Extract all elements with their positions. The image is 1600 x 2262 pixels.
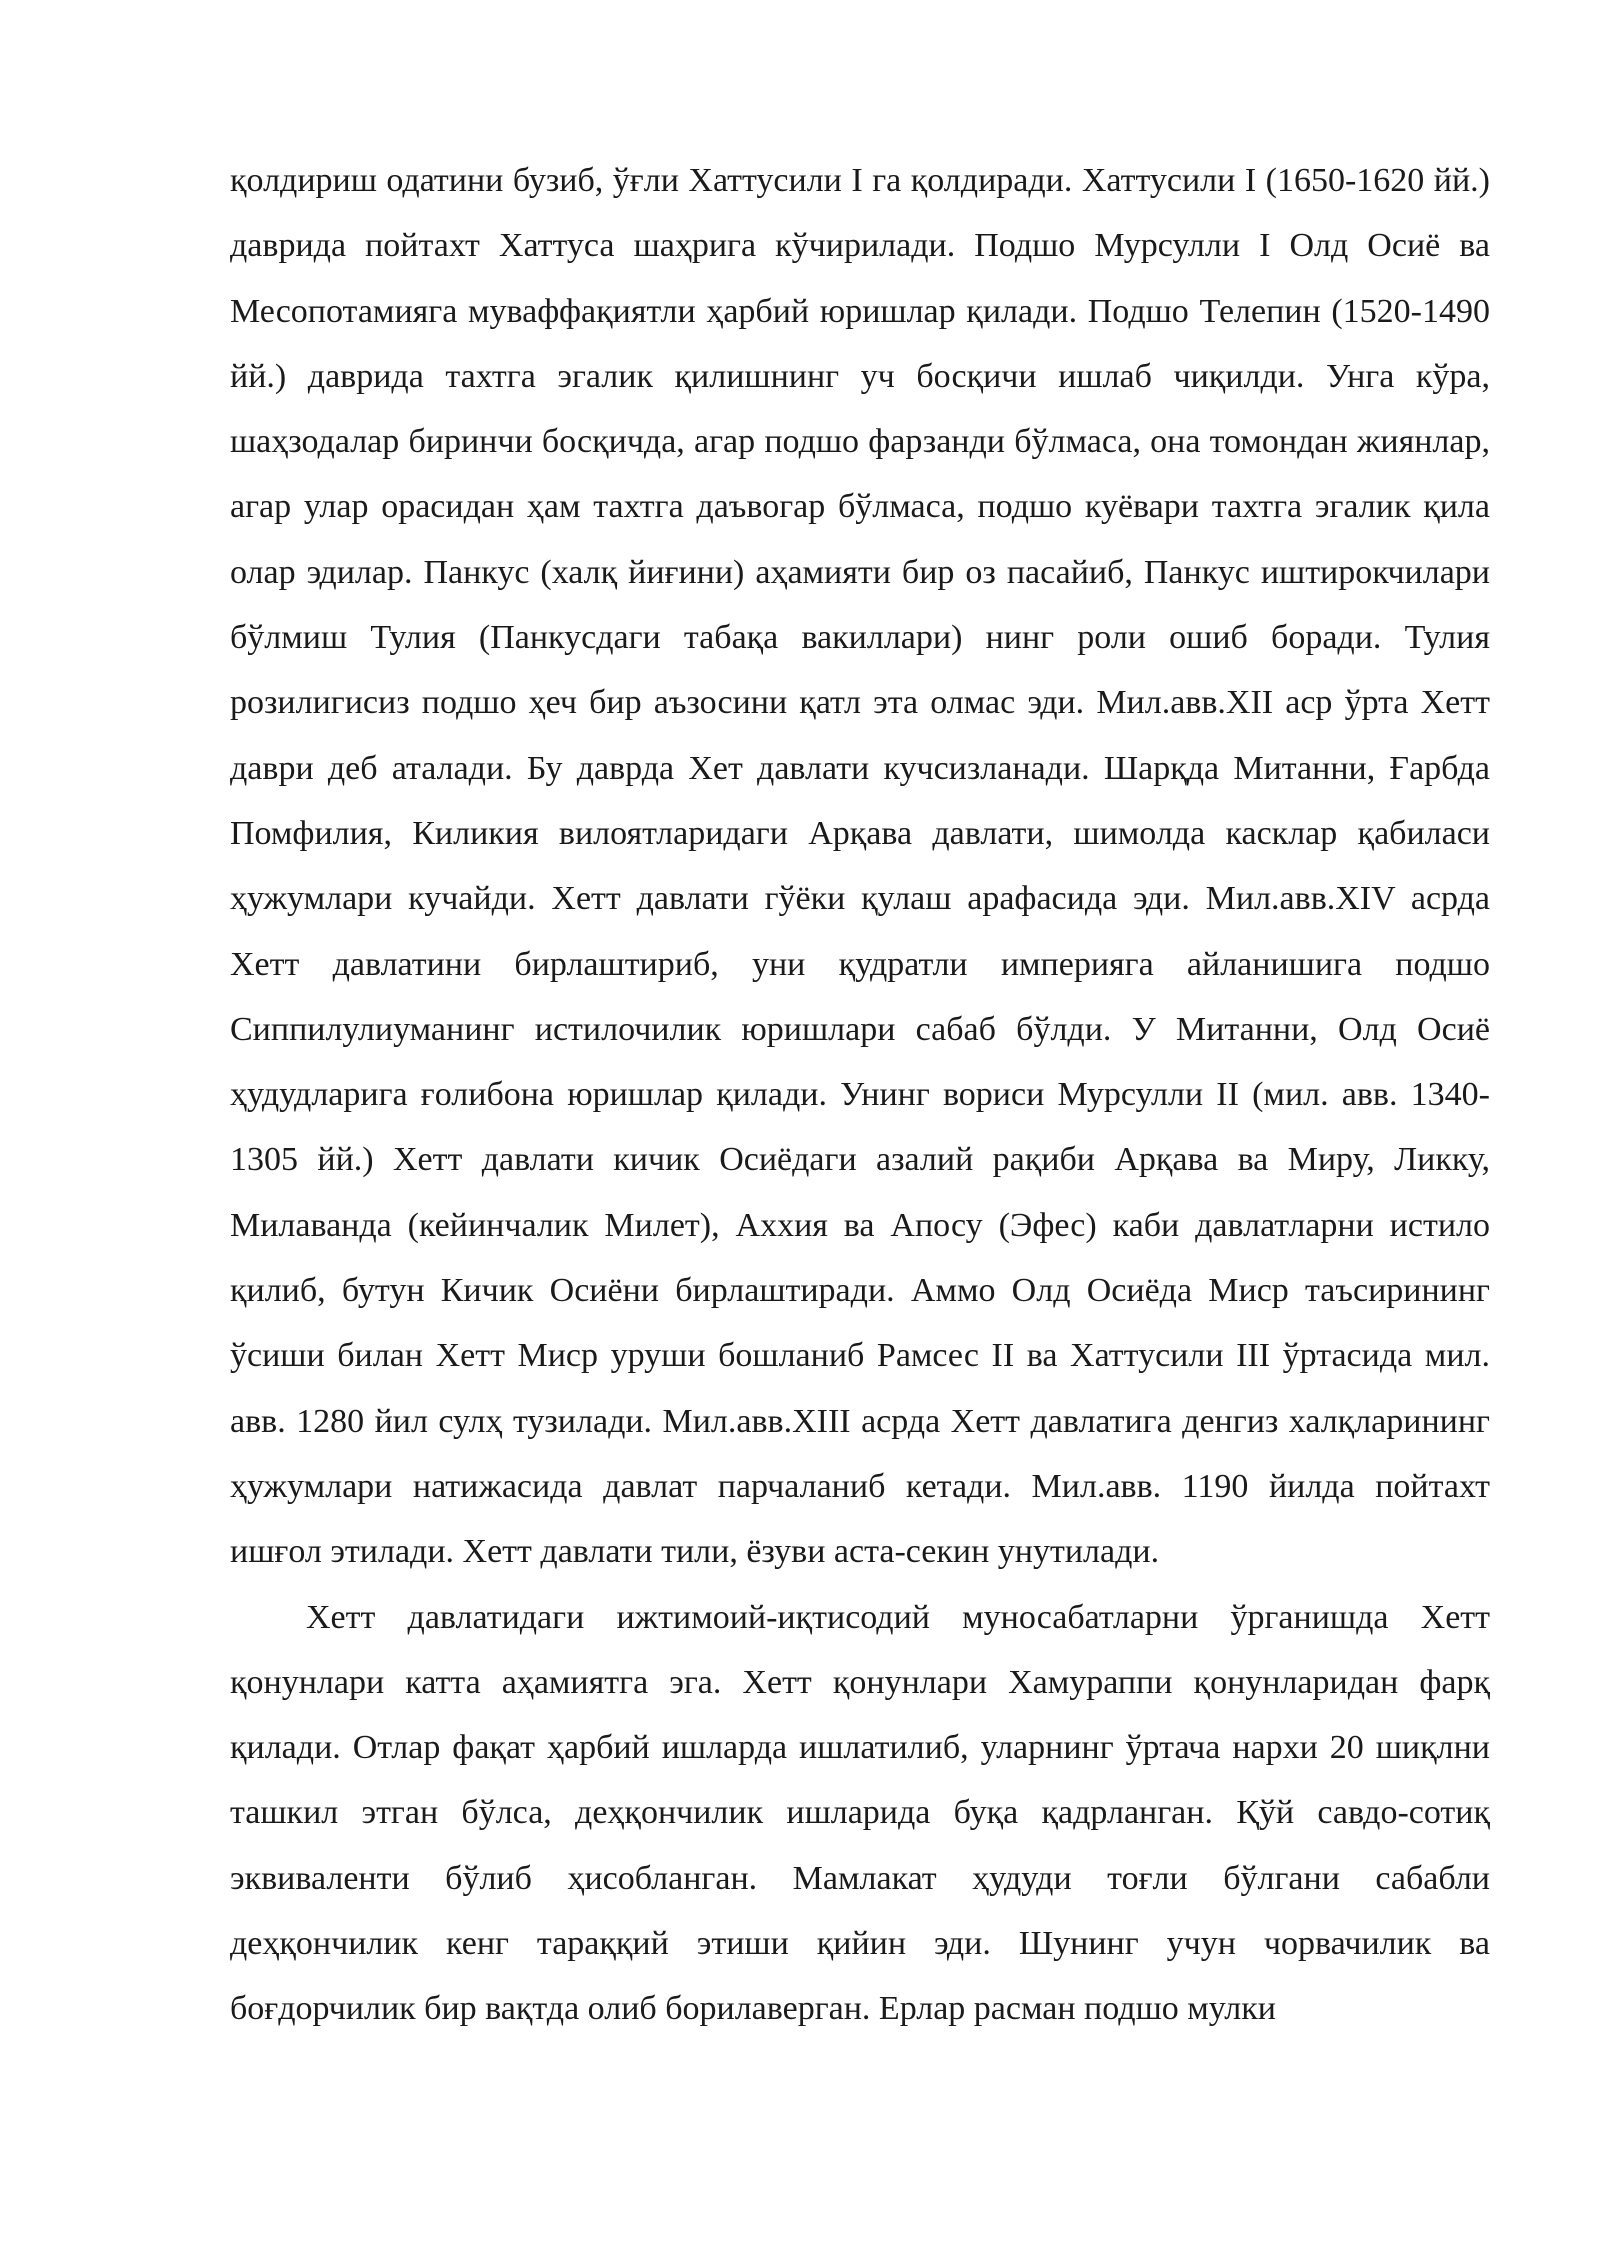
- document-body: [230, 148, 1490, 2042]
- paragraph-hittite-history: қолдириш одатини бузиб, ўғли Хаттусили I га қолдиради. Хаттусили I (1650-1620 йй.) даврида пойтахт Хаттуса шаҳрига кўчирилади. Подшо Мурсулли I Олд Осиё ва Месопотамияга муваффақиятли ҳарбий юришлар қилади. Подшо Телепин (1520-1490 йй.) даврида тахтга эгалик қилишнинг уч босқичи ишлаб чиқилди. Унга кўра, шаҳзодалар биринчи босқичда, агар подшо фарзанди бўлмаса, она томондан жиянлар, агар улар орасидан ҳам тахтга даъвогар бўлмаса, подшо куёвари тахтга эгалик қила олар эдилар. Панкус (халқ йиғини) аҳамияти бир оз пасайиб, Панкус иштирокчилари бўлмиш Тулия (Панкусдаги табақа вакиллари) нинг роли ошиб боради. Тулия розилигисиз подшо ҳеч бир аъзосини қатл эта олмас эди. Мил.авв.XII аср ўрта Хетт даври деб аталади. Бу даврда Хет давлати кучсизланади. Шарқда Митанни, Ғарбда Помфилия, Киликия вилоятларидаги Арқава давлати, шимолда касклар қабиласи ҳужумлари кучайди. Хетт давлати гўёки қулаш арафасида эди. Мил.авв.XIV асрда Хетт давлатини бирлаштириб, уни қудратли империяга айланишига подшо Сиппилулиуманинг истилочилик юришлари сабаб бўлди. У Митанни, Олд Осиё ҳудудларига ғолибона юришлар қилади. Унинг вориси Мурсулли II (мил. авв. 1340-1305 йй.) Хетт давлати кичик Осиёдаги азалий рақиби Арқава ва Миру, Ликку, Милаванда (кейинчалик Милет), Аххия ва Апосу (Эфес) каби давлатларни истило қилиб, бутун Кичик Осиёни бирлаштиради. Аммо Олд Осиёда Миср таъсирининг ўсиши билан Хетт Миср уруши бошланиб Рамсес II ва Хаттусили III ўртасида мил. авв. 1280 йил сулҳ тузилади. Мил.авв.XIII асрда Хетт давлатига денгиз халқларининг ҳужумлари натижасида давлат парчаланиб кетади. Мил.авв. 1190 йилда пойтахт ишғол этилади. Хетт давлати тили, ёзуви аста-секин унутилади.: [230, 162, 1490, 1571]
- paragraph-hittite-laws: Хетт давлатидаги ижтимоий-иқтисодий муносабатларни ўрганишда Хетт қонунлари катта аҳамиятга эга. Хетт қонунлари Хамураппи қонунларидан фарқ қилади. Отлар фақат ҳарбий ишларда ишлатилиб, уларнинг ўртача нархи 20 шиқлни ташкил этган бўлса, деҳқончилик ишларида буқа қадрланган. Қўй савдо-сотиқ эквиваленти бўлиб ҳисобланган. Мамлакат ҳудуди тоғли бўлгани сабабли деҳқончилик кенг тараққий этиши қийин эди. Шунинг учун чорвачилик ва боғдорчилик бир вақтда олиб борилаверган. Ерлар расман подшо мулки: [230, 1598, 1490, 2028]
